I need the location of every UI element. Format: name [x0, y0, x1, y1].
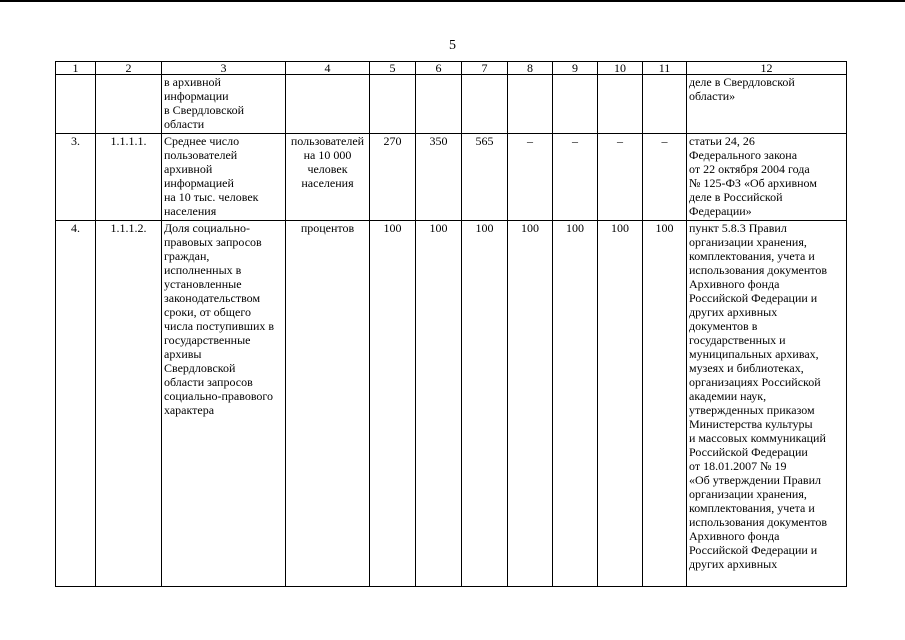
value-cell: –	[508, 134, 553, 221]
column-number: 9	[553, 62, 598, 75]
source-cell: деле в Свердловской области»	[687, 75, 847, 134]
value-cell: 270	[370, 134, 416, 221]
value-cell	[462, 75, 508, 134]
value-cell	[370, 75, 416, 134]
value-cell	[416, 75, 462, 134]
value-cell: 100	[508, 221, 553, 587]
column-number: 6	[416, 62, 462, 75]
column-number: 5	[370, 62, 416, 75]
value-cell: –	[643, 134, 687, 221]
column-number: 12	[687, 62, 847, 75]
row-number-cell: 4.	[56, 221, 96, 587]
value-cell: 565	[462, 134, 508, 221]
row-number-cell	[56, 75, 96, 134]
unit-cell: процентов	[286, 221, 370, 587]
page-number: 5	[449, 38, 456, 53]
table-row	[56, 134, 847, 221]
column-number: 11	[643, 62, 687, 75]
scan-top-edge	[0, 0, 905, 2]
column-number: 8	[508, 62, 553, 75]
value-cell	[598, 75, 643, 134]
source-cell: статьи 24, 26 Федерального закона от 22 октября 2004 года № 125-ФЗ «Об архивном деле в Российской Федерации»	[687, 134, 847, 221]
table-row	[56, 75, 847, 134]
column-number: 4	[286, 62, 370, 75]
value-cell	[508, 75, 553, 134]
value-cell: 100	[643, 221, 687, 587]
code-cell: 1.1.1.1.	[96, 134, 162, 221]
value-cell: 100	[416, 221, 462, 587]
unit-cell: пользователей на 10 000 человек населения	[286, 134, 370, 221]
column-number: 7	[462, 62, 508, 75]
indicator-name-cell: Доля социально- правовых запросов граждан, исполненных в установленные законодательством сроки, от общего числа поступивших в государственные архивы Свердловской области запросов социально-правового характера	[162, 221, 286, 587]
column-number: 3	[162, 62, 286, 75]
value-cell	[553, 75, 598, 134]
column-numbers-row	[56, 62, 847, 75]
indicators-table	[55, 61, 847, 587]
column-number: 1	[56, 62, 96, 75]
indicator-name-cell: в архивной информации в Свердловской области	[162, 75, 286, 134]
table-row	[56, 221, 847, 587]
source-cell: пункт 5.8.3 Правил организации хранения, комплектования, учета и использования документов Архивного фонда Российской Федерации и других архивных документов в государственных и муниципальных архивах, музеях и библиотеках, организациях Российской академии наук, утвержденных приказом Министерства культуры и массовых коммуникаций Российской Федерации от 18.01.2007 № 19 «Об утверждении Правил организации хранения, комплектования, учета и использования документов Архивного фонда Российской Федерации и других архивных	[687, 221, 847, 587]
column-number: 10	[598, 62, 643, 75]
column-number: 2	[96, 62, 162, 75]
code-cell	[96, 75, 162, 134]
value-cell: 100	[553, 221, 598, 587]
indicator-name-cell: Среднее число пользователей архивной информацией на 10 тыс. человек населения	[162, 134, 286, 221]
value-cell: –	[598, 134, 643, 221]
value-cell	[643, 75, 687, 134]
row-number-cell: 3.	[56, 134, 96, 221]
code-cell: 1.1.1.2.	[96, 221, 162, 587]
value-cell: 350	[416, 134, 462, 221]
value-cell: 100	[462, 221, 508, 587]
value-cell: 100	[370, 221, 416, 587]
value-cell: 100	[598, 221, 643, 587]
unit-cell	[286, 75, 370, 134]
value-cell: –	[553, 134, 598, 221]
